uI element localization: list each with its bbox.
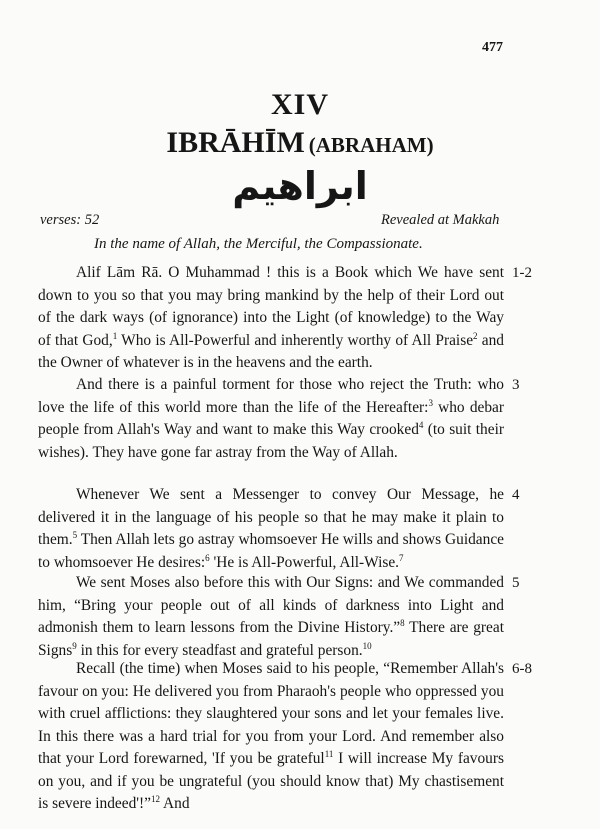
passage-text xyxy=(38,572,504,662)
passage-text-run: Whenever We sent a Messenger to convey Our Message, he delivered it in the language of his people so that he may make it plain to them. xyxy=(38,486,504,548)
footnote-marker: 5 xyxy=(72,529,78,540)
passage-text-run: who debar people from Allah's Way and want to make this Way crooked xyxy=(38,398,504,438)
footnote-marker: 11 xyxy=(324,748,334,759)
passage-text-run: Who is All-Powerful and inherently worthy of All Praise xyxy=(117,331,474,349)
footnote-marker: 2 xyxy=(473,330,478,341)
passage-text-run: And there is a painful torment for those who reject the Truth: who love the life of this world more than the life of the Hereafter: xyxy=(38,376,504,416)
footnote-marker: 7 xyxy=(399,552,404,563)
passage-text-run: We sent Moses also before this with Our Signs: and We commanded him, “Bring your people out of all kinds of darkness into Light and admonish them to learn lessons from the Divine History.” xyxy=(38,574,504,636)
surah-title-sub: (ABRAHAM) xyxy=(308,133,434,157)
passage-text-run: Alif Lām Rā. O Muhammad ! this is a Book which We have sent down to you so that you may bring mankind by the help of their Lord out of the dark ways (of ignorance) into the Light (of knowledge) to the Way of that God, xyxy=(38,264,504,349)
passage-text xyxy=(38,658,504,816)
passage-text-run: Then Allah lets go astray whomsoever He wills and shows Guidance to whomsoever He desires: xyxy=(38,531,504,571)
verse-number: 3 xyxy=(512,377,520,393)
footnote-marker: 8 xyxy=(400,617,405,628)
footnote-marker: 9 xyxy=(72,640,77,651)
passage-text-run: 'He is All-Powerful, All-Wise. xyxy=(209,553,400,571)
footnote-marker: 12 xyxy=(151,793,161,804)
surah-title-main: IBRĀHĪM xyxy=(166,126,305,159)
verse-number: 6-8 xyxy=(512,661,532,677)
passage-text-run: And xyxy=(160,795,190,812)
passage-text xyxy=(38,484,504,574)
footnote-marker: 10 xyxy=(362,640,372,651)
revelation-place: Revealed at Makkah xyxy=(381,212,500,228)
footnote-marker: 3 xyxy=(428,397,433,408)
passage-text xyxy=(38,262,504,375)
passage-text-run: I will increase My favours on you, and if you be ungrateful (you should know that) My chastisement is severe indeed'!” xyxy=(38,750,504,812)
passage-text-run: (to suit their wishes). They have gone far astray from the Way of Allah. xyxy=(38,421,504,461)
verse-number: 1-2 xyxy=(512,265,532,281)
verse-number: 4 xyxy=(512,487,520,503)
passage-text-run: and the Owner of whatever is in the heavens and the earth. xyxy=(38,331,504,371)
page-number: 477 xyxy=(482,40,503,55)
verse-number: 5 xyxy=(512,575,520,591)
surah-title xyxy=(0,126,600,160)
verse-count: verses: 52 xyxy=(40,212,100,228)
passage-text xyxy=(38,374,504,464)
passage-text-run: Recall (the time) when Moses said to his people, “Remember Allah's favour on you: He delivered you from Pharaoh's people who oppressed you with cruel afflictions: they slaughtered your sons and let your females live. In this there was a hard trial for you from your Lord. And remember also that your Lord forewarned, 'If you be grateful xyxy=(38,660,504,767)
arabic-title: ابراهيم xyxy=(232,164,368,208)
passage-text-run: in this for every steadfast and grateful person. xyxy=(76,641,363,659)
surah-number: XIV xyxy=(270,88,329,121)
invocation: In the name of Allah, the Merciful, the Compassionate. xyxy=(94,236,423,252)
footnote-marker: 1 xyxy=(112,330,118,341)
footnote-marker: 4 xyxy=(418,419,424,430)
footnote-marker: 6 xyxy=(205,552,210,563)
passage-text-run: There are great Signs xyxy=(38,619,504,659)
